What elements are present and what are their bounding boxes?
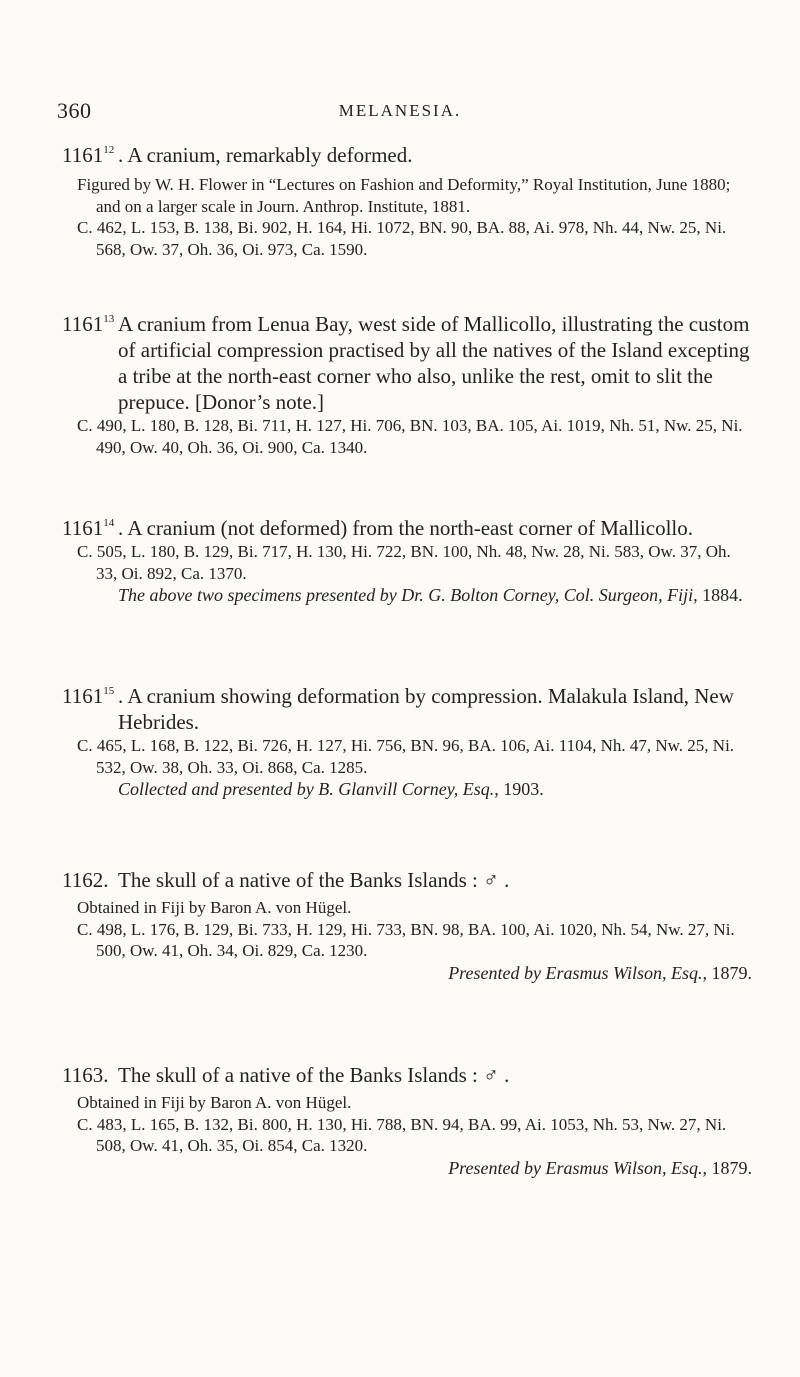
entry-number: 1161$^{13}$: [62, 312, 115, 336]
entry-measurements: C. 462, L. 153, B. 138, Bi. 902, H. 164, Hi. 1072, BN. 90, BA. 88, Ai. 978, Nh. 44, Nw. 25, Ni. 568, Ow. 37, Oh. 36, Oi. 973, Ca. 1590.: [77, 218, 727, 259]
entry-number: 1161$^{15}$: [62, 684, 115, 708]
entry-number: 1161$^{12}$: [62, 143, 115, 167]
page-number: 360: [57, 98, 92, 123]
entry-heading: 1161$^{14}$ . A cranium (not deformed) from the north-east corner of Mallicollo.: [62, 510, 752, 541]
running-head: MELANESIA.: [338, 101, 462, 120]
entry-note: Obtained in Fiji by Baron A. von Hügel.: [77, 898, 352, 917]
entry-measurements: C. 505, L. 180, B. 129, Bi. 717, H. 130, Hi. 722, BN. 100, Nh. 48, Nw. 28, Ni. 583, Ow. 37, Oh. 33, Oi. 892, Ca. 1370.: [77, 542, 731, 583]
catalogue-entry: [62, 510, 752, 607]
catalogue-entry: [62, 867, 752, 985]
entry-number: 1162.: [62, 868, 109, 892]
entry-heading: 1161$^{12}$ . A cranium, remarkably deformed.: [62, 137, 752, 168]
catalogue-entry: [62, 306, 752, 458]
entry-heading: 1163. The skull of a native of the Banks Islands : ♂ .: [62, 1063, 510, 1087]
entry-note: Figured by W. H. Flower in “Lectures on Fashion and Deformity,” Royal Institution, June 1880; and on a larger scale in Journ. Anthrop. Institute, 1881.: [77, 175, 731, 216]
entry-heading: 1161$^{15}$ . A cranium showing deformation by compression. Malakula Island, New Hebrides.: [62, 678, 752, 735]
entry-heading: 1161$^{13}$ A cranium from Lenua Bay, west side of Mallicollo, illustrating the custom of artificial compression practised by all the natives of the Island excepting a tribe at the north-east corner who also, unlike the rest, omit to slit the prepuce. [Donor’s note.]: [62, 306, 752, 415]
entry-credit: The above two specimens presented by Dr. G. Bolton Corney, Col. Surgeon, Fiji, 1884.: [118, 585, 743, 605]
entry-measurements: C. 465, L. 168, B. 122, Bi. 726, H. 127, Hi. 756, BN. 96, BA. 106, Ai. 1104, Nh. 47, Nw. 25, Ni. 532, Ow. 38, Oh. 33, Oi. 868, Ca. 1285.: [77, 736, 735, 777]
catalogue-entry: [62, 678, 752, 801]
entry-measurements: C. 483, L. 165, B. 132, Bi. 800, H. 130, Hi. 788, BN. 94, BA. 99, Ai. 1053, Nh. 53, Nw. 27, Ni. 508, Ow. 41, Oh. 35, Oi. 854, Ca. 1320.: [77, 1114, 727, 1155]
entry-heading: 1162. The skull of a native of the Banks Islands : ♂ .: [62, 868, 510, 892]
entry-measurements: C. 498, L. 176, B. 129, Bi. 733, H. 129, Hi. 733, BN. 98, BA. 100, Ai. 1020, Nh. 54, Nw. 27, Ni. 500, Ow. 41, Oh. 34, Oi. 829, Ca. 1230.: [77, 919, 735, 960]
catalogue-entry: [62, 1062, 752, 1180]
entry-note: Obtained in Fiji by Baron A. von Hügel.: [77, 1093, 352, 1112]
entry-measurements: C. 490, L. 180, B. 128, Bi. 711, H. 127, Hi. 706, BN. 103, BA. 105, Ai. 1019, Nh. 51, Nw. 25, Ni. 490, Ow. 40, Oh. 36, Oi. 900, Ca. 1340.: [77, 416, 743, 457]
catalogue-entry: [62, 137, 752, 260]
entry-number: 1163.: [62, 1063, 109, 1087]
entry-number: 1161$^{14}$: [62, 516, 115, 540]
entry-credit: Collected and presented by B. Glanvill Corney, Esq., 1903.: [118, 779, 544, 799]
entry-credit: Presented by Erasmus Wilson, Esq., 1879.: [448, 962, 752, 983]
entry-credit: Presented by Erasmus Wilson, Esq., 1879.: [448, 1157, 752, 1178]
